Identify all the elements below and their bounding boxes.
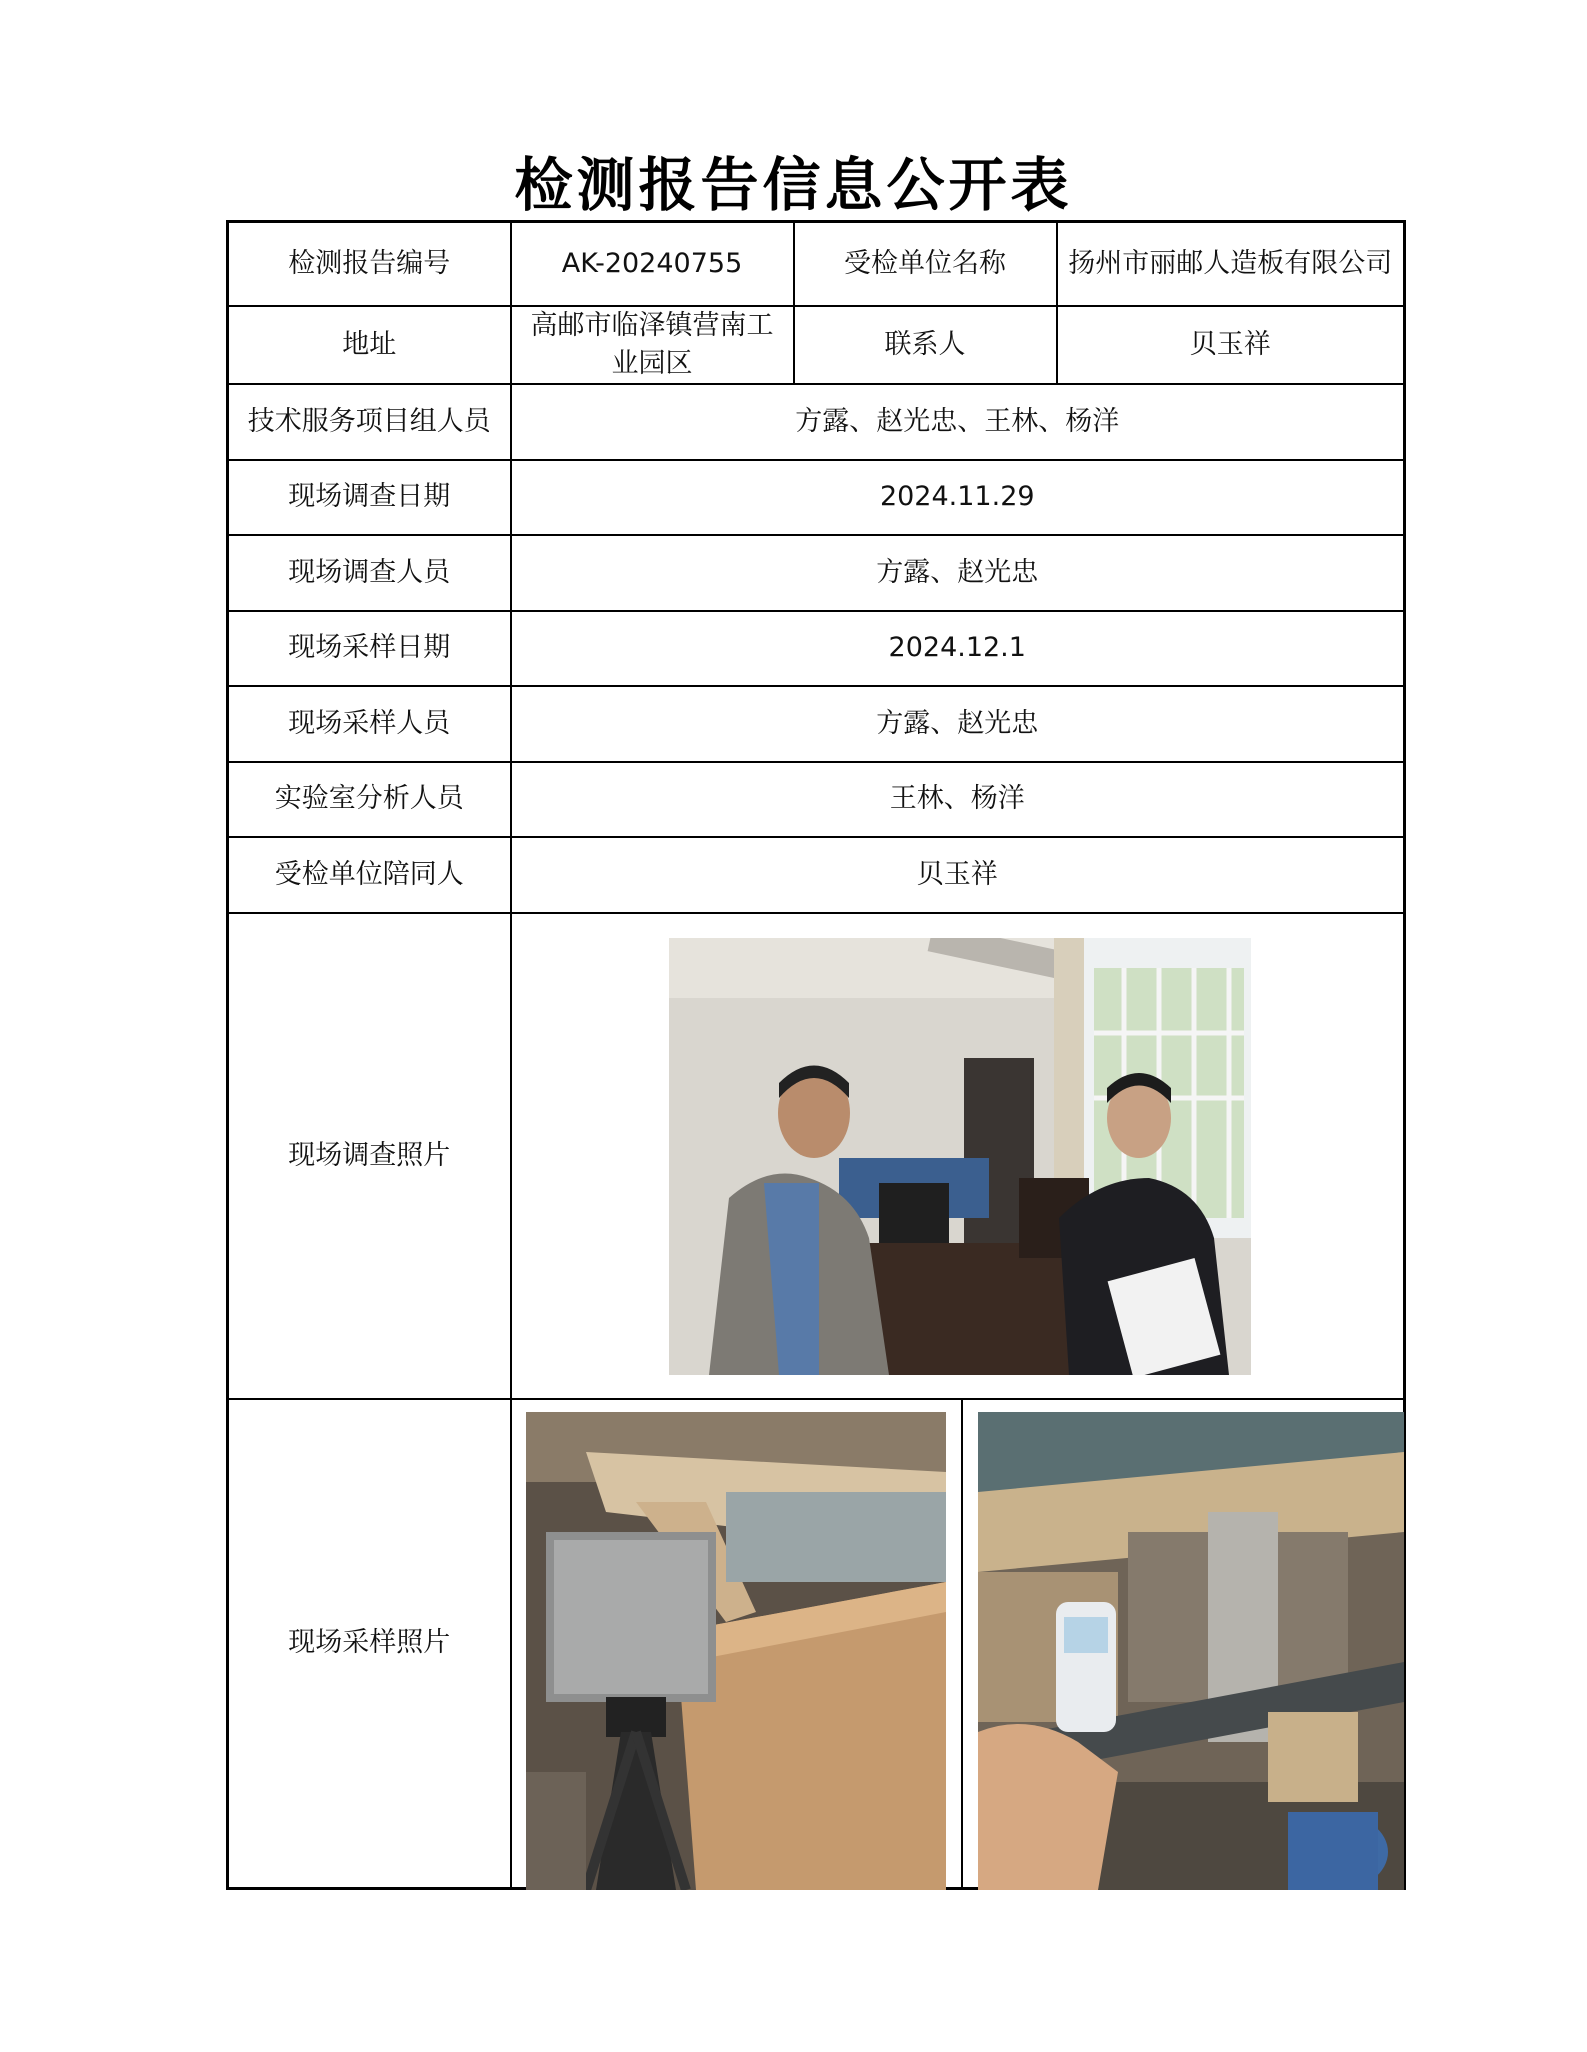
team-label: 技术服务项目组人员 <box>228 384 511 460</box>
survey-photo <box>669 938 1251 1375</box>
report-no-label: 检测报告编号 <box>228 222 511 306</box>
table-row <box>228 837 1405 913</box>
sampling-date-label: 现场采样日期 <box>228 611 511 686</box>
contact-value: 贝玉祥 <box>1057 306 1405 384</box>
escort-label: 受检单位陪同人 <box>228 837 511 913</box>
sampling-photo-label: 现场采样照片 <box>228 1399 511 1889</box>
table-row <box>228 222 1405 306</box>
sampling-photo-right <box>978 1412 1404 1890</box>
survey-photo-label: 现场调查照片 <box>228 913 511 1399</box>
contact-label: 联系人 <box>794 306 1057 384</box>
table-row <box>228 913 1405 1399</box>
sampling-date-value: 2024.12.1 <box>511 611 1405 686</box>
table-row <box>228 306 1405 384</box>
survey-photo-cell <box>511 913 1405 1399</box>
survey-date-value: 2024.11.29 <box>511 460 1405 535</box>
unit-name-value: 扬州市丽邮人造板有限公司 <box>1057 222 1405 306</box>
report-no-value: AK-20240755 <box>511 222 794 306</box>
sampling-staff-label: 现场采样人员 <box>228 686 511 762</box>
unit-name-label: 受检单位名称 <box>794 222 1057 306</box>
survey-staff-value: 方露、赵光忠 <box>511 535 1405 611</box>
table-row <box>228 762 1405 837</box>
survey-date-label: 现场调查日期 <box>228 460 511 535</box>
page-title: 检测报告信息公开表 <box>514 151 1073 219</box>
address-value: 高邮市临泽镇营南工业园区 <box>511 306 794 384</box>
lab-staff-label: 实验室分析人员 <box>228 762 511 837</box>
table-row <box>228 1399 1405 1889</box>
address-label: 地址 <box>228 306 511 384</box>
sampling-photo-cell <box>511 1399 1405 1889</box>
survey-staff-label: 现场调查人员 <box>228 535 511 611</box>
report-table <box>226 220 1406 1890</box>
table-row <box>228 460 1405 535</box>
table-row <box>228 611 1405 686</box>
table-row <box>228 686 1405 762</box>
lab-staff-value: 王林、杨洋 <box>511 762 1405 837</box>
photo-divider <box>961 1400 963 1890</box>
sampling-photo-left <box>526 1412 946 1890</box>
escort-value: 贝玉祥 <box>511 837 1405 913</box>
table-row <box>228 384 1405 460</box>
sampling-staff-value: 方露、赵光忠 <box>511 686 1405 762</box>
table-row <box>228 535 1405 611</box>
team-value: 方露、赵光忠、王林、杨洋 <box>511 384 1405 460</box>
